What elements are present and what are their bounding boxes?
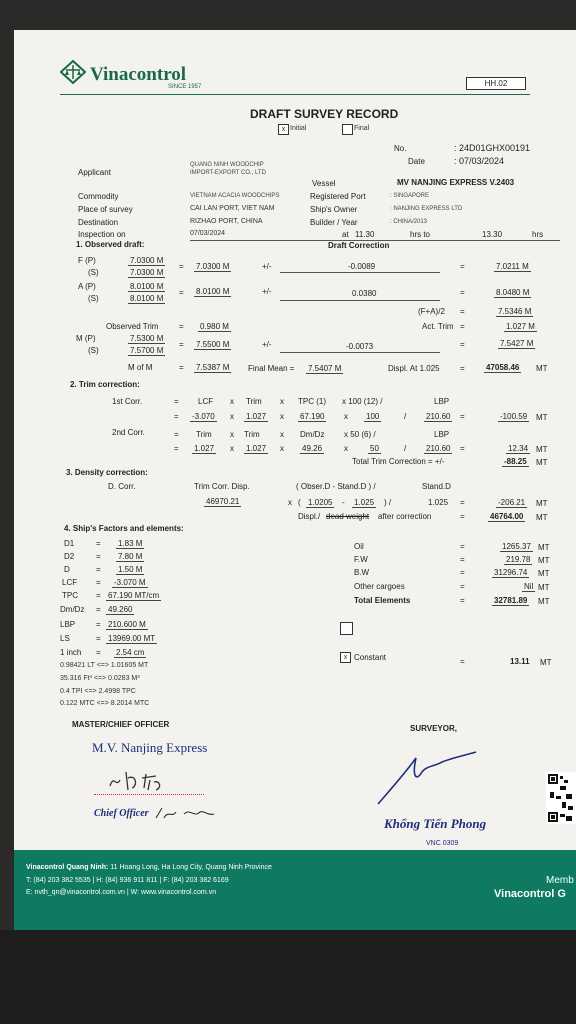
final-checkbox[interactable] (342, 124, 353, 135)
constant-value: 13.11 (510, 657, 530, 666)
master-signature (106, 768, 176, 797)
initial-checkbox[interactable]: x (278, 124, 289, 135)
background-surface (0, 930, 576, 1024)
surveyor-signature (372, 748, 482, 813)
qr-code-icon (546, 772, 576, 829)
total-trim-correction: -88.25 (504, 457, 527, 466)
total-elements: 32781.89 (494, 596, 528, 605)
section-density-correction: 3. Density correction: (66, 468, 148, 477)
section-observed-draft: 1. Observed draft: (76, 240, 145, 249)
displacement-value: 47058.46 (486, 363, 520, 372)
chief-signature-mark (154, 806, 218, 825)
section-trim-correction: 2. Trim correction: (70, 380, 140, 389)
logo-icon (60, 60, 86, 84)
footer: Vinacontrol Quang Ninh: 11 Hoang Long, Ha Long City, Quang Ninh Province T: (84) 203 382 5535 | H: (84) 936 911 811 | F: (84) 203 382 6169 E: nvth_qn@vinacontrol.com.vn | W: www.vinacontrol.com.vn Memb Vinacontrol G (14, 850, 576, 930)
surveyor-name: Khổng Tiến Phong (384, 816, 487, 831)
displacement-after-correction: 46764.00 (490, 512, 524, 521)
page-title: DRAFT SURVEY RECORD (250, 107, 399, 121)
ship-stamp: M.V. Nanjing Express (92, 740, 208, 755)
vessel-name: MV NANJING EXPRESS V.2403 (397, 178, 515, 187)
record-date: : 07/03/2024 (454, 156, 505, 166)
form-code: HH.02 (466, 77, 526, 90)
brand-name: Vinacontrol (90, 64, 187, 85)
record-number: : 24D01GHX00191 (454, 143, 531, 153)
document-page: Vinacontrol SINCE 1957 HH.02 DRAFT SURVEY RECORD x Initial Final No. : 24D01GHX00191 Date : 07/03/2024 Applicant QUANG NINH WOODCHIP IMPORT-EXPORT CO., LTD Vessel MV NANJING EXPRESS V.2403 Commodity VIETNAM ACACIA WOODCHIPS Registered Port : SINGAPORE Place of survey CAI LAN PORT, VIET NAM Ship's Owner : NANJING EXPRESS LTD Destination RIZHAO PORT, CHINA Builder / Year : CHINA/2013 Inspection on 07/03/2024 at 11.30 hrs to 13.30 hrs 1. Observed draft: Draft Correction F (P) (S) 7.0300 M 7.0300 M = 7.0300 M +/- -0.0089 = 7.0211 M A (P) (S) 8.0100 M 8.0100 M = 8.0100 M +/- 0.0380 = 8.0480 M (F+A)/2 = 7.5346 M Observed Trim = 0.980 M Act. Trim = 1.027 M M (P) (S) 7.5300 M 7.5700 M = 7.5500 M +/- -0.0073 = 7.5427 M M of M = 7.5387 M Final Mean = 7.5407 M Displ. At 1.025 = 47058.46 MT 2. Trim correction: 1st Corr. = LCF x Trim x TPC (1) x 100 (12) / LBP = -3.070 x 1.027 x 67.190 x 100 / 210.60 = -100.59 MT 2nd Corr. = Trim x Trim x Dm/Dz x 50 (6) / LBP = 1.027 x 1.027 x 49.26 x 50 / 210.60 = 12.34 MT Total Trim Correction = +/- -88.25 MT 3. Density correction: D. Corr. Trim Corr. Disp. 46970.21 x ( Obser.D - Stand.D ) / ( 1.0205 - 1.025 ) / Stand.D 1.025 = -206.21 MT Displ./ dead weight after correction = 46764.00 MT 4. Ship's Factors and elements: D1 = 1.83 M D2 = 7.80 M D = 1.50 M LCF = -3.070 M TPC = 67.190 MT/cm Dm/Dz = 49.260 LBP = 210.600 M LS = 13969.00 MT 1 inch = 2.54 cm 0.98421 LT <=> 1.01605 MT 35.316 Ft³ <=> 0.0283 M³ 0.4 TPI <=> 2.4998 TPC 0.122 MTC <=> 8.2014 MTC Oil = 1265.37 MT F.W = 219.78 MT B.W = 31296.74 MT Other cargoes = Nil MT Total Elements = 32781.89 MT x Constant = 13.11 MT MASTER/CHIEF OFFICER SURVEYOR, M.V. Nanjing Express Chief Officer Khổng Tiến Phong VNC 0309 Vinacontrol Quang Ninh: 11 Hoang Long, Ha Long City, Quang Ninh Province T: (84) 203 382 5535 | H: (84) 936 911 811 | F: (84) 203 382 6169 E: nvth_qn@vinacontrol.com.vn | W: www.vinacontrol.com.vn Memb Vinacontrol G (14, 30, 576, 930)
constant-checkbox[interactable]: x (340, 652, 351, 663)
brand-since: SINCE 1957 (168, 84, 202, 90)
empty-checkbox[interactable] (340, 622, 353, 635)
section-ship-factors: 4. Ship's Factors and elements: (64, 524, 184, 533)
